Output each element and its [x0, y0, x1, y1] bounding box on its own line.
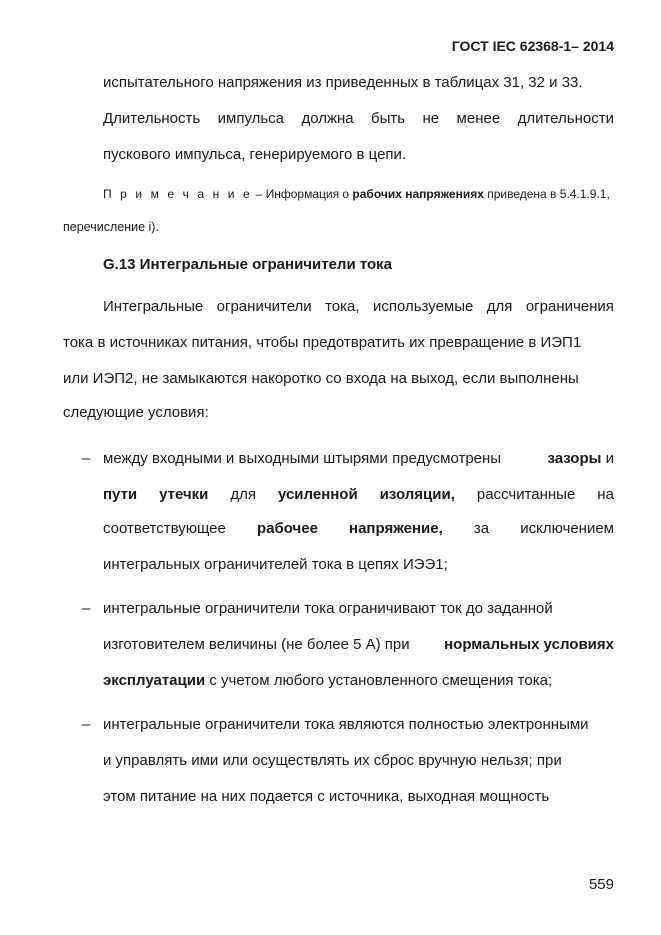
text-span: испытательного напряжения из приведенных в таблицах 31, 32 и 33. [103, 74, 583, 91]
term-bold: эксплуатации [103, 672, 206, 689]
word: быть [371, 110, 406, 127]
list-item-line: и управлять ими или осуществлять их сброс вручную нельзя; при [103, 752, 562, 769]
list-item-line: интегральные ограничители тока являются полностью электронными [103, 716, 589, 733]
text-span: изготовителем величины (не более 5 А) при [103, 636, 410, 653]
word: за [473, 520, 490, 537]
word: менее [456, 110, 501, 127]
word: ограничители [216, 298, 312, 315]
list-dash: – [82, 450, 91, 467]
paragraph-line: пускового импульса, генерируемого в цепи. [103, 146, 407, 163]
paragraph-line: или ИЭП2, не замыкаются накоротко со входа на выход, если выполнены [63, 370, 579, 387]
text-span: и [601, 450, 614, 467]
section-heading: G.13 Интегральные ограничители тока [103, 256, 392, 273]
text-span: с учетом любого установленного смещения тока; [205, 672, 553, 689]
word: используемые [372, 298, 474, 315]
paragraph-line [103, 74, 614, 92]
list-item-line [103, 600, 614, 618]
standard-header: ГОСТ IEC 62368-1– 2014 [451, 38, 614, 54]
list-item-line [103, 672, 614, 690]
term-bold: изоляции, [379, 486, 455, 503]
paragraph-line: следующие условия: [63, 404, 209, 421]
word: для [486, 298, 513, 315]
word: соответствующее [103, 520, 226, 537]
word: импульса [217, 110, 285, 127]
term-bold: нормальных условиях [444, 636, 614, 653]
term-bold: рабочее [256, 520, 318, 537]
list-item-line: этом питание на них подается с источника, выходная мощность [103, 788, 550, 805]
word: рассчитанные [476, 486, 576, 503]
text-span: между входными и выходными штырями предусмотрены [103, 450, 502, 467]
word: длительности [517, 110, 614, 127]
note-line [103, 185, 614, 203]
list-item-line: интегральных ограничителей тока в цепях ИЭЭ1; [103, 556, 448, 573]
paragraph-line: тока в источниках питания, чтобы предотвратить их превращение в ИЭП1 [63, 334, 582, 351]
word: тока, [325, 298, 360, 315]
paragraph-line [103, 298, 614, 316]
list-dash: – [82, 600, 91, 617]
word: ограничения [525, 298, 614, 315]
note-term: рабочих напряжениях [352, 187, 484, 201]
paragraph-line [103, 110, 614, 128]
term-bold: зазоры [547, 450, 602, 467]
page-number: 559 [588, 876, 614, 893]
list-item-line [103, 520, 614, 538]
word: для [230, 486, 257, 503]
text-span: интегральные ограничители тока ограничивают ток до заданной [103, 600, 553, 617]
term-bold: пути [103, 486, 138, 503]
list-item-line [103, 450, 614, 468]
note-line-2: перечисление i). [63, 220, 159, 234]
note-label: П р и м е ч а н и е [103, 187, 253, 201]
word: исключением [520, 520, 614, 537]
list-item-line [103, 636, 614, 654]
word: не [422, 110, 440, 127]
term-bold: напряжение, [349, 520, 443, 537]
word: должна [301, 110, 354, 127]
list-dash: – [82, 716, 91, 733]
word: на [597, 486, 614, 503]
word: Длительность [103, 110, 201, 127]
note-text-after: приведена в 5.4.1.9.1, [483, 187, 610, 201]
term-bold: усиленной [277, 486, 358, 503]
list-item-line [103, 486, 614, 504]
note-text: – Информация о [252, 187, 353, 201]
word: Интегральные [103, 298, 204, 315]
term-bold: утечки [159, 486, 209, 503]
